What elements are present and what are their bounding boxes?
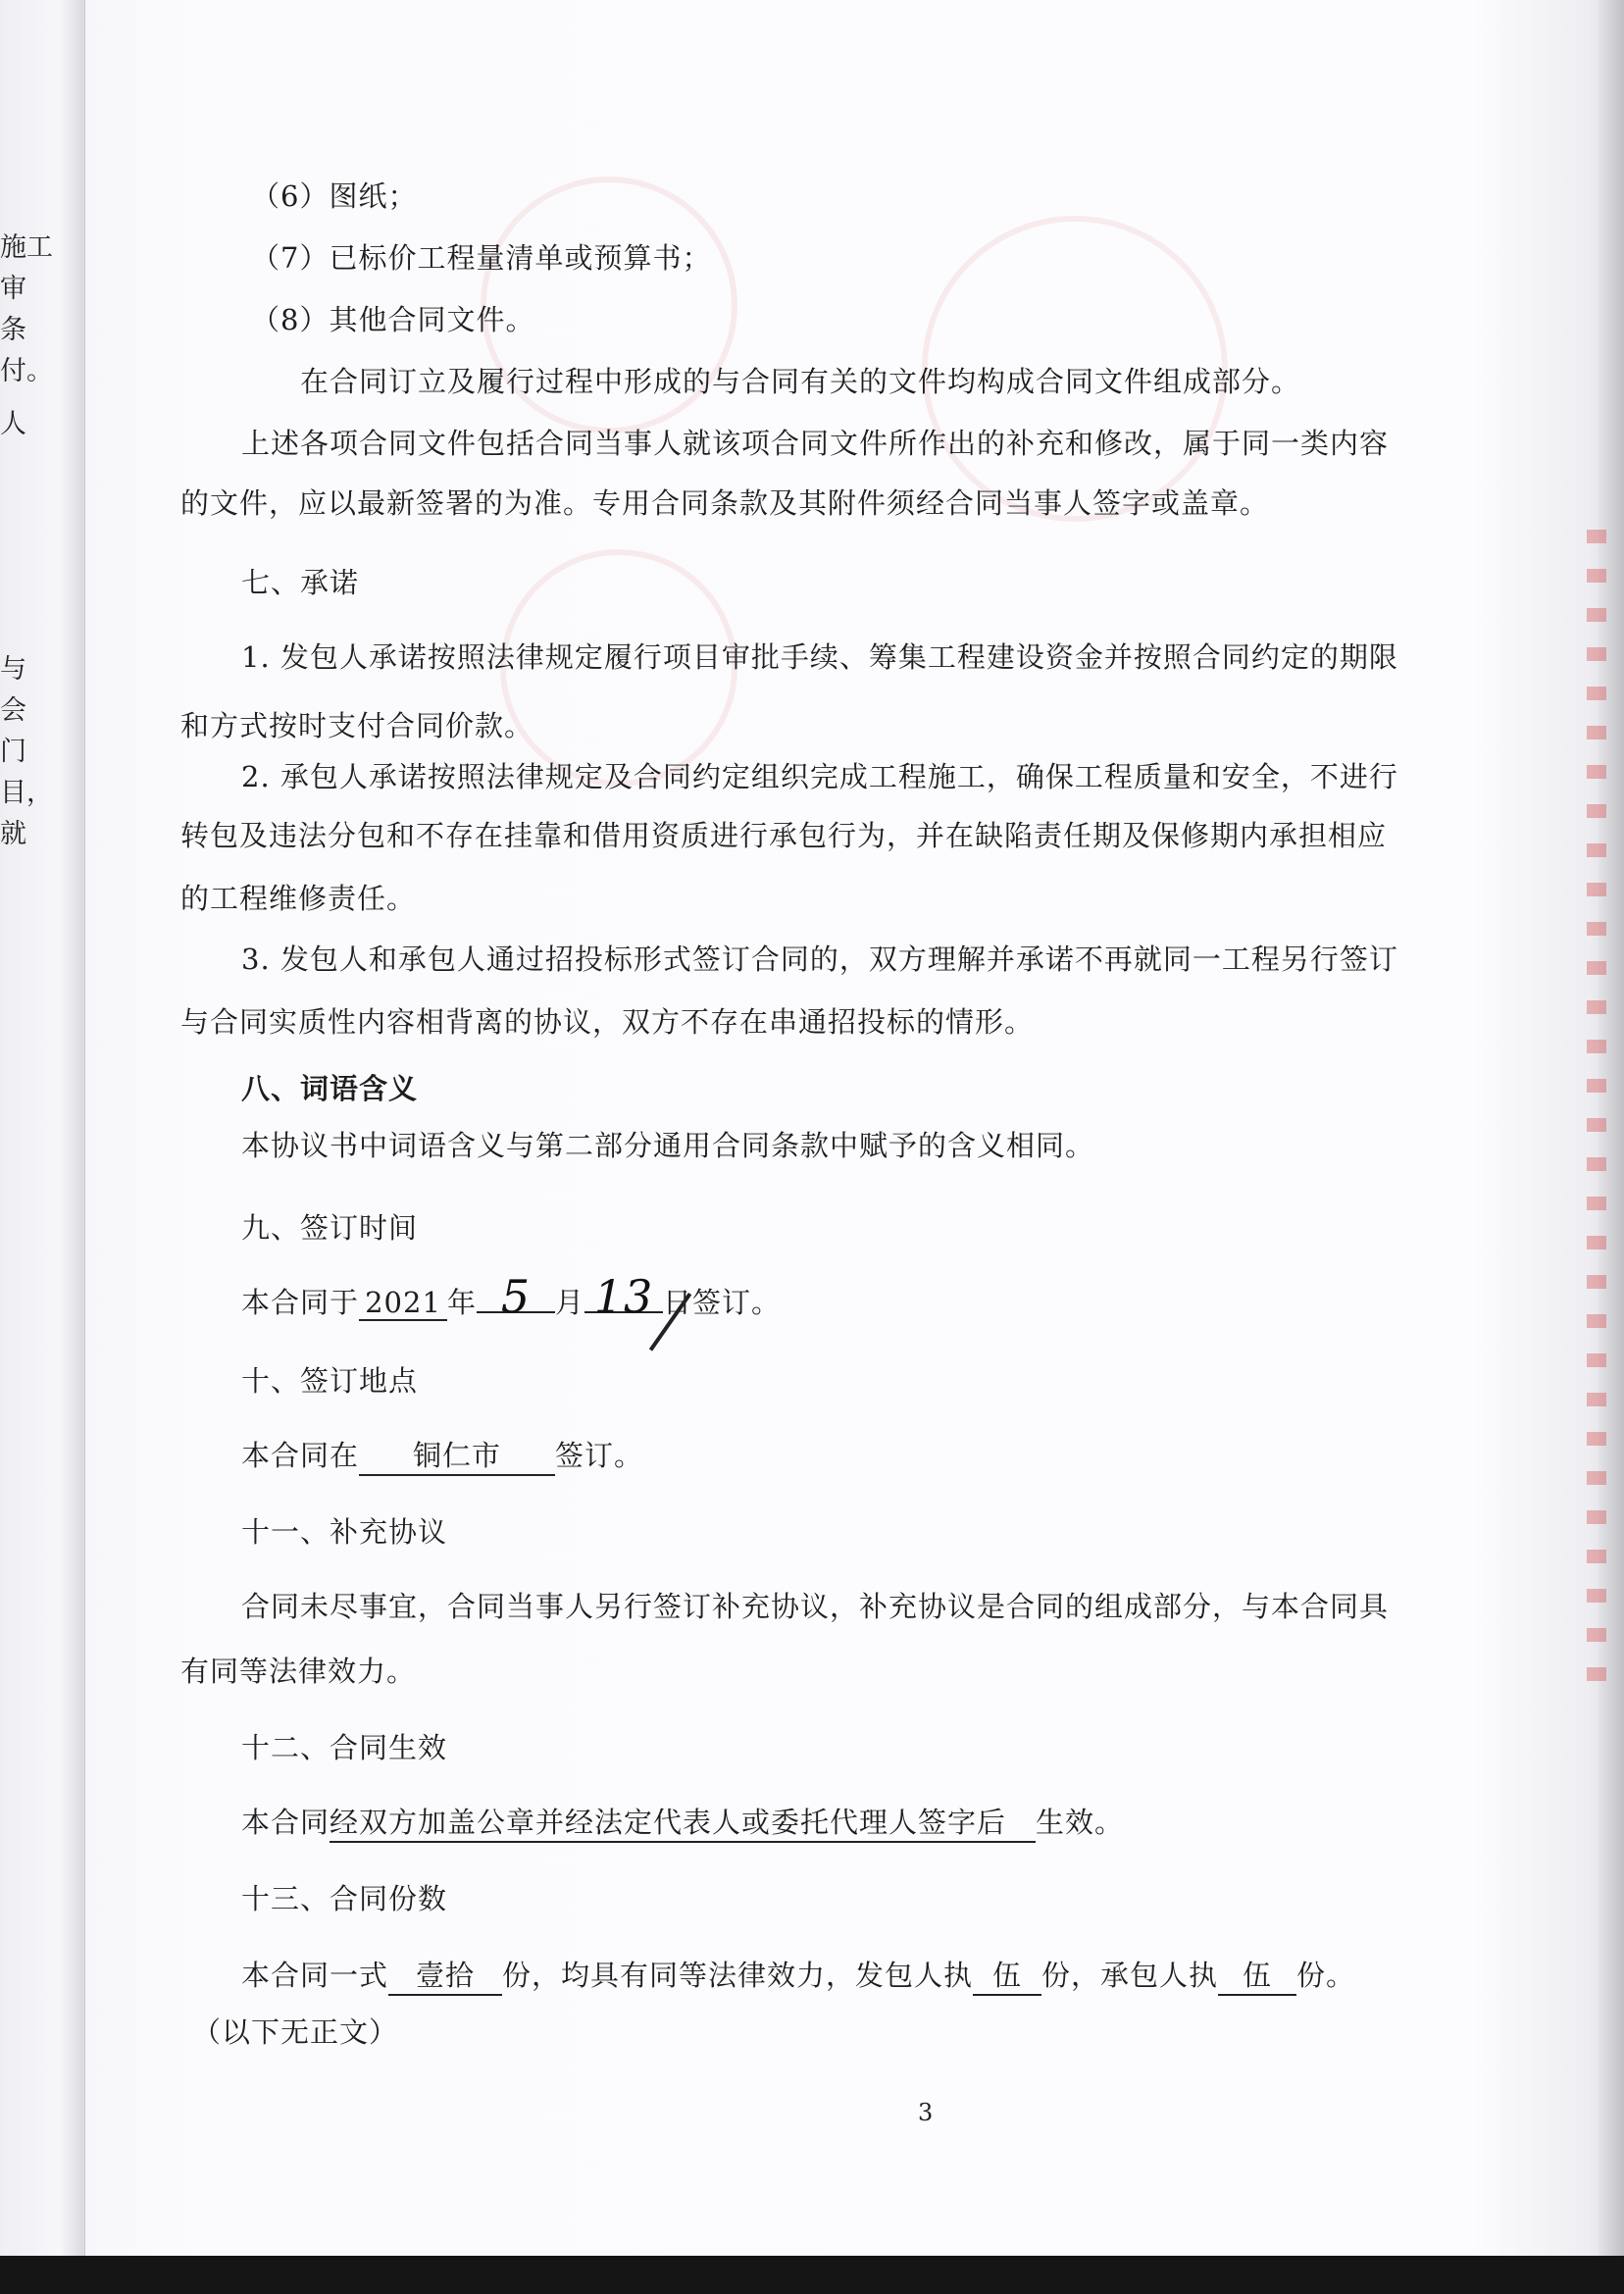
margin-fragment: 付。 [0, 356, 53, 386]
year-unit: 年 [447, 1286, 478, 1319]
signing-place-line [241, 1434, 643, 1476]
place-suffix: 签订。 [555, 1439, 644, 1472]
commitment-3-line2: 与合同实质性内容相背离的协议，双方不存在串通招投标的情形。 [180, 1005, 1035, 1039]
commitment-2-line2: 转包及违法分包和不存在挂靠和借用资质进行承包行为，并在缺陷责任期及保修期内承担相应 [180, 819, 1388, 852]
paragraph-priority-line1: 上述各项合同文件包括合同当事人就该项合同文件所作出的补充和修改，属于同一类内容 [241, 427, 1390, 460]
margin-fragment: 条 [0, 315, 26, 345]
section-heading: 十二、合同生效 [241, 1731, 448, 1764]
copies-mid1: 份，均具有同等法律效力，发包人执 [502, 1959, 974, 1992]
margin-fragment: 人 [0, 409, 26, 439]
margin-fragment: 会 [0, 695, 26, 726]
paragraph-documents: 在合同订立及履行过程中形成的与合同有关的文件均构成合同文件组成部分。 [300, 365, 1301, 398]
day-field: 13 [584, 1283, 663, 1313]
copies-mid2: 份，承包人执 [1041, 1959, 1219, 1992]
effectiveness-line [241, 1801, 1124, 1843]
list-item: （7）已标价工程量清单或预算书； [251, 241, 712, 275]
month-field: 5 [477, 1283, 555, 1313]
margin-fragment: 审 [0, 274, 26, 304]
section-heading: 十、签订地点 [241, 1364, 419, 1398]
margin-fragment: 与 [0, 654, 26, 685]
month-unit: 月 [555, 1286, 585, 1319]
commitment-1-line1: 1. 发包人承诺按照法律规定履行项目审批手续、筹集工程建设资金并按照合同约定的期限 [241, 640, 1398, 674]
supplement-line1: 合同未尽事宜，合同当事人另行签订补充协议，补充协议是合同的组成部分，与本合同具 [241, 1590, 1390, 1623]
definitions-text: 本协议书中词语含义与第二部分通用合同条款中赋予的含义相同。 [241, 1129, 1095, 1162]
contract-page [88, 0, 1599, 2256]
scan-bottom-border [0, 2256, 1624, 2294]
signing-date-line [241, 1270, 782, 1323]
place-field: 铜仁市 [359, 1434, 555, 1476]
margin-fragment: 就 [0, 819, 26, 849]
copies-line [241, 1954, 1355, 1996]
effect-suffix: 生效。 [1036, 1806, 1125, 1839]
list-item: （8）其他合同文件。 [251, 303, 535, 336]
section-heading: 十三、合同份数 [241, 1882, 448, 1915]
copies-suffix: 份。 [1296, 1959, 1356, 1992]
effect-condition-field: 经双方加盖公章并经法定代表人或委托代理人签字后 [330, 1801, 1036, 1843]
contractor-copies-field: 伍 [1218, 1954, 1296, 1996]
supplement-line2: 有同等法律效力。 [180, 1655, 417, 1688]
section-heading: 八、词语含义 [241, 1072, 419, 1105]
margin-fragment: 目， [0, 778, 53, 808]
section-heading: 十一、补充协议 [241, 1515, 448, 1549]
page-number: 3 [918, 2099, 934, 2126]
effect-prefix: 本合同 [241, 1806, 330, 1839]
copies-prefix: 本合同一式 [241, 1959, 389, 1992]
commitment-1-line2: 和方式按时支付合同价款。 [180, 709, 534, 742]
end-note: （以下无正文） [192, 2015, 399, 2049]
previous-page-strip [0, 0, 85, 2266]
date-prefix: 本合同于 [241, 1286, 360, 1319]
commitment-3-line1: 3. 发包人和承包人通过招投标形式签订合同的，双方理解并承诺不再就同一工程另行签订 [241, 943, 1398, 976]
employer-copies-field: 伍 [973, 1954, 1041, 1996]
section-heading: 七、承诺 [241, 566, 360, 599]
margin-fragment: 施工 [0, 232, 53, 263]
year-field: 2021 [359, 1286, 447, 1321]
date-suffix: 日签订。 [663, 1286, 782, 1319]
margin-fragment: 门 [0, 737, 26, 767]
list-item: （6）图纸； [251, 179, 418, 213]
paragraph-priority-line2: 的文件，应以最新签署的为准。专用合同条款及其附件须经合同当事人签字或盖章。 [180, 486, 1270, 520]
commitment-2-line1: 2. 承包人承诺按照法律规定及合同约定组织完成工程施工，确保工程质量和安全，不进行 [241, 760, 1398, 793]
place-prefix: 本合同在 [241, 1439, 360, 1472]
section-heading: 九、签订时间 [241, 1211, 419, 1245]
total-copies-field: 壹拾 [388, 1954, 502, 1996]
commitment-2-line3: 的工程维修责任。 [180, 882, 417, 915]
